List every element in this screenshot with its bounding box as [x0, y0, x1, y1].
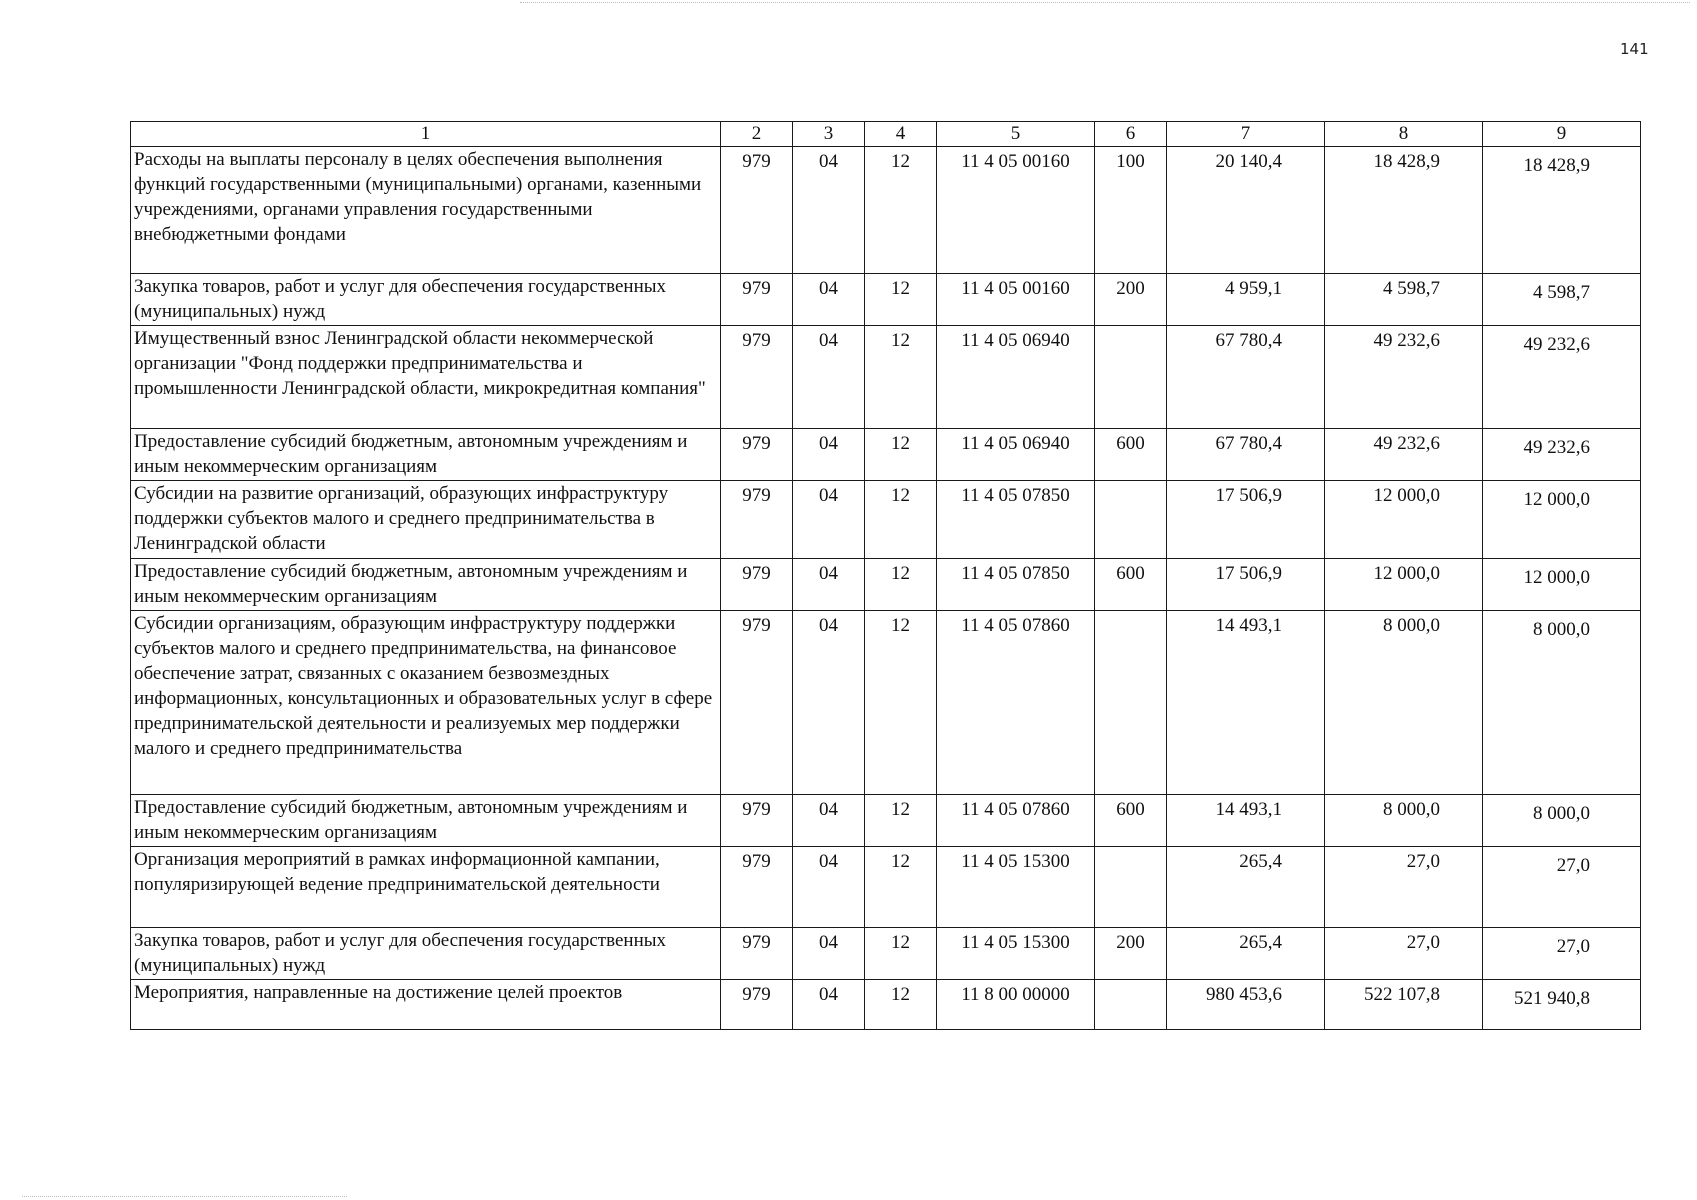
section-code: 04 — [793, 928, 865, 980]
table-row — [131, 928, 1641, 980]
expense-type-code — [1095, 611, 1167, 795]
subsection-code: 12 — [865, 326, 937, 429]
target-article-code: 11 4 05 07860 — [937, 611, 1095, 795]
table-row — [131, 795, 1641, 847]
expense-type-code: 200 — [1095, 928, 1167, 980]
section-code: 04 — [793, 980, 865, 1030]
amount-col7: 17 506,9 — [1167, 481, 1325, 559]
amount-col7: 67 780,4 — [1167, 429, 1325, 481]
admin-code: 979 — [721, 481, 793, 559]
page-number: 141 — [1620, 40, 1649, 58]
expense-type-code: 600 — [1095, 795, 1167, 847]
amount-col7: 14 493,1 — [1167, 795, 1325, 847]
expense-type-code — [1095, 326, 1167, 429]
amount-col7: 4 959,1 — [1167, 274, 1325, 326]
admin-code: 979 — [721, 611, 793, 795]
amount-col7: 265,4 — [1167, 847, 1325, 928]
subsection-code: 12 — [865, 559, 937, 611]
amount-col8: 27,0 — [1325, 928, 1483, 980]
admin-code: 979 — [721, 928, 793, 980]
amount-col9: 521 940,8 — [1483, 980, 1641, 1030]
scan-bottom-edge — [22, 1196, 347, 1197]
subsection-code: 12 — [865, 274, 937, 326]
section-code: 04 — [793, 795, 865, 847]
target-article-code: 11 4 05 00160 — [937, 147, 1095, 274]
row-description: Закупка товаров, работ и услуг для обеспечения государственных (муниципальных) нужд — [131, 274, 721, 326]
expense-type-code — [1095, 481, 1167, 559]
admin-code: 979 — [721, 147, 793, 274]
subsection-code: 12 — [865, 147, 937, 274]
section-code: 04 — [793, 611, 865, 795]
amount-col9: 12 000,0 — [1483, 559, 1641, 611]
column-header: 4 — [865, 122, 937, 147]
amount-col9: 27,0 — [1483, 847, 1641, 928]
table-row — [131, 980, 1641, 1030]
amount-col8: 8 000,0 — [1325, 611, 1483, 795]
subsection-code: 12 — [865, 611, 937, 795]
column-header: 7 — [1167, 122, 1325, 147]
target-article-code: 11 4 05 06940 — [937, 326, 1095, 429]
amount-col8: 8 000,0 — [1325, 795, 1483, 847]
column-header: 2 — [721, 122, 793, 147]
admin-code: 979 — [721, 559, 793, 611]
amount-col7: 67 780,4 — [1167, 326, 1325, 429]
amount-col8: 27,0 — [1325, 847, 1483, 928]
section-code: 04 — [793, 559, 865, 611]
amount-col9: 12 000,0 — [1483, 481, 1641, 559]
table-row — [131, 847, 1641, 928]
subsection-code: 12 — [865, 928, 937, 980]
column-header: 8 — [1325, 122, 1483, 147]
target-article-code: 11 4 05 07850 — [937, 559, 1095, 611]
target-article-code: 11 4 05 15300 — [937, 928, 1095, 980]
row-description: Предоставление субсидий бюджетным, автономным учреждениям и иным некоммерческим организациям — [131, 795, 721, 847]
row-description: Субсидии на развитие организаций, образующих инфраструктуру поддержки субъектов малого и среднего предпринимательства в Ленинградской области — [131, 481, 721, 559]
amount-col9: 4 598,7 — [1483, 274, 1641, 326]
amount-col8: 49 232,6 — [1325, 429, 1483, 481]
amount-col8: 12 000,0 — [1325, 481, 1483, 559]
section-code: 04 — [793, 147, 865, 274]
amount-col9: 8 000,0 — [1483, 611, 1641, 795]
target-article-code: 11 4 05 06940 — [937, 429, 1095, 481]
amount-col9: 49 232,6 — [1483, 429, 1641, 481]
target-article-code: 11 4 05 00160 — [937, 274, 1095, 326]
expense-type-code — [1095, 847, 1167, 928]
amount-col9: 18 428,9 — [1483, 147, 1641, 274]
amount-col8: 18 428,9 — [1325, 147, 1483, 274]
section-code: 04 — [793, 326, 865, 429]
amount-col8: 12 000,0 — [1325, 559, 1483, 611]
budget-table — [130, 121, 1641, 1030]
section-code: 04 — [793, 274, 865, 326]
row-description: Предоставление субсидий бюджетным, автономным учреждениям и иным некоммерческим организациям — [131, 429, 721, 481]
amount-col8: 522 107,8 — [1325, 980, 1483, 1030]
table-row — [131, 481, 1641, 559]
table-row — [131, 611, 1641, 795]
section-code: 04 — [793, 481, 865, 559]
amount-col8: 49 232,6 — [1325, 326, 1483, 429]
section-code: 04 — [793, 429, 865, 481]
amount-col8: 4 598,7 — [1325, 274, 1483, 326]
column-header: 3 — [793, 122, 865, 147]
target-article-code: 11 4 05 15300 — [937, 847, 1095, 928]
admin-code: 979 — [721, 795, 793, 847]
column-header: 6 — [1095, 122, 1167, 147]
expense-type-code: 200 — [1095, 274, 1167, 326]
row-description: Имущественный взнос Ленинградской области некоммерческой организации "Фонд поддержки предпринимательства и промышленности Ленинградской области, микрокредитная компания" — [131, 326, 721, 429]
admin-code: 979 — [721, 274, 793, 326]
amount-col7: 20 140,4 — [1167, 147, 1325, 274]
target-article-code: 11 4 05 07850 — [937, 481, 1095, 559]
table-row — [131, 147, 1641, 274]
amount-col7: 17 506,9 — [1167, 559, 1325, 611]
row-description: Организация мероприятий в рамках информационной кампании, популяризирующей ведение предпринимательской деятельности — [131, 847, 721, 928]
column-header: 9 — [1483, 122, 1641, 147]
expense-type-code: 100 — [1095, 147, 1167, 274]
amount-col9: 27,0 — [1483, 928, 1641, 980]
subsection-code: 12 — [865, 795, 937, 847]
amount-col9: 49 232,6 — [1483, 326, 1641, 429]
amount-col7: 265,4 — [1167, 928, 1325, 980]
table-row — [131, 559, 1641, 611]
row-description: Предоставление субсидий бюджетным, автономным учреждениям и иным некоммерческим организациям — [131, 559, 721, 611]
target-article-code: 11 4 05 07860 — [937, 795, 1095, 847]
expense-type-code — [1095, 980, 1167, 1030]
admin-code: 979 — [721, 980, 793, 1030]
subsection-code: 12 — [865, 429, 937, 481]
amount-col7: 980 453,6 — [1167, 980, 1325, 1030]
column-header: 5 — [937, 122, 1095, 147]
row-description: Расходы на выплаты персоналу в целях обеспечения выполнения функций государственными (муниципальными) органами, казенными учреждениями, органами управления государственными внебюджетными фондами — [131, 147, 721, 274]
amount-col9: 8 000,0 — [1483, 795, 1641, 847]
scan-top-edge — [520, 2, 1690, 3]
section-code: 04 — [793, 847, 865, 928]
amount-col7: 14 493,1 — [1167, 611, 1325, 795]
subsection-code: 12 — [865, 481, 937, 559]
row-description: Мероприятия, направленные на достижение целей проектов — [131, 980, 721, 1030]
subsection-code: 12 — [865, 847, 937, 928]
table-row — [131, 274, 1641, 326]
table-header-row — [131, 122, 1641, 147]
expense-type-code: 600 — [1095, 559, 1167, 611]
admin-code: 979 — [721, 326, 793, 429]
expense-type-code: 600 — [1095, 429, 1167, 481]
subsection-code: 12 — [865, 980, 937, 1030]
row-description: Субсидии организациям, образующим инфраструктуру поддержки субъектов малого и среднего предпринимательства, на финансовое обеспечение затрат, связанных с оказанием безвозмездных информационных, консультационных и образовательных услуг в сфере предпринимательской деятельности и реализуемых мер поддержки малого и среднего предпринимательства — [131, 611, 721, 795]
admin-code: 979 — [721, 847, 793, 928]
column-header: 1 — [131, 122, 721, 147]
row-description: Закупка товаров, работ и услуг для обеспечения государственных (муниципальных) нужд — [131, 928, 721, 980]
table-row — [131, 326, 1641, 429]
table-row — [131, 429, 1641, 481]
admin-code: 979 — [721, 429, 793, 481]
target-article-code: 11 8 00 00000 — [937, 980, 1095, 1030]
